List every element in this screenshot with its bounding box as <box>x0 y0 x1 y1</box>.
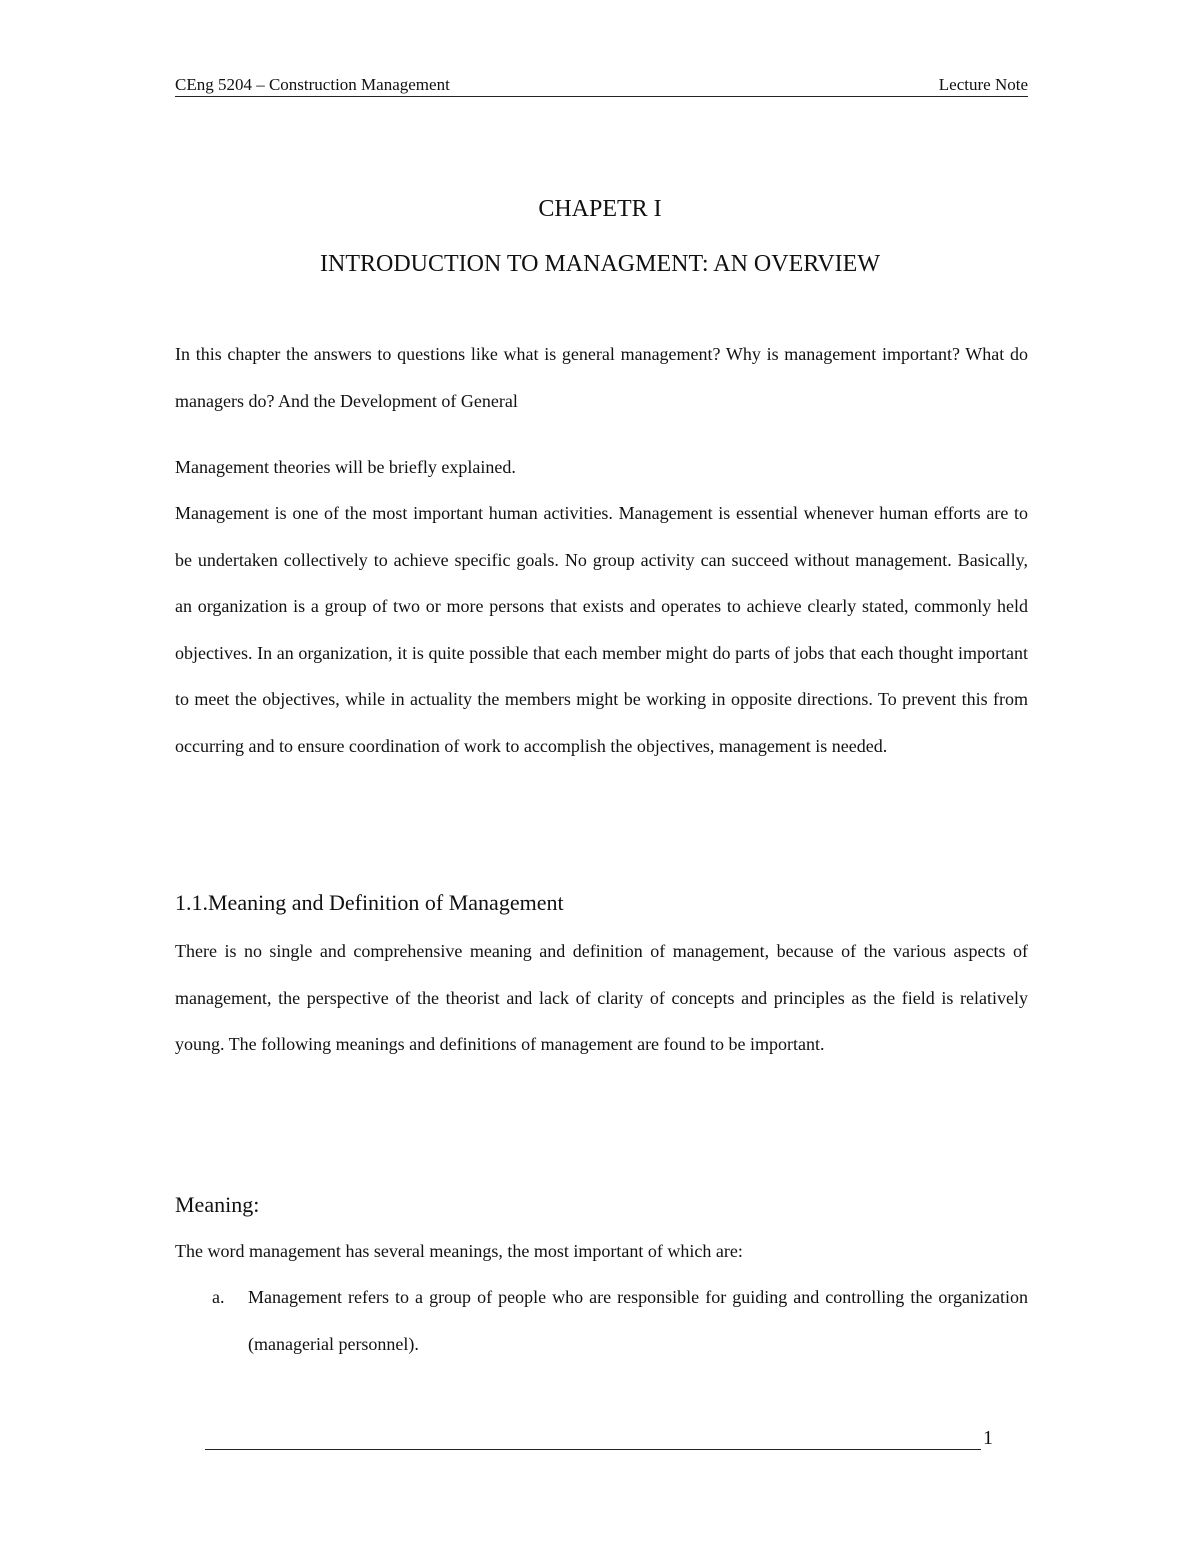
meaning-heading: Meaning: <box>175 1192 260 1217</box>
management-paragraph: Management is one of the most important human activities. Management is essential whenever human efforts are to be undertaken collectively to achieve specific goals. No group activity can succeed without management. Basically, an organization is a group of two or more persons that exists and operates to achieve clearly stated, commonly held objectives. In an organization, it is quite possible that each member might do parts of jobs that each thought important to meet the objectives, while in actuality the members might be working in opposite directions. To prevent this from occurring and to ensure coordination of work to accomplish the objectives, management is needed. <box>175 503 1028 756</box>
footer-rule <box>205 1449 981 1450</box>
course-title: CEng 5204 – Construction Management <box>175 75 450 94</box>
section-heading: 1.1.Meaning and Definition of Management <box>175 890 564 915</box>
header-label: Lecture Note <box>938 75 1028 94</box>
intro-paragraph: In this chapter the answers to questions like what is general management? Why is management important? What do managers do? And the Development of General <box>175 344 1028 411</box>
definition-paragraph: There is no single and comprehensive meaning and definition of management, because of the various aspects of management, the perspective of the theorist and lack of clarity of concepts and principles as the field is relatively young. The following meanings and definitions of management are found to be important. <box>175 941 1028 1055</box>
intro-paragraph-continuation: Management theories will be briefly explained. <box>175 457 516 477</box>
running-header <box>175 74 1028 97</box>
chapter-title: INTRODUCTION TO MANAGMENT: AN OVERVIEW <box>320 251 880 277</box>
chapter-label: CHAPETR I <box>538 196 662 222</box>
list-marker: a. <box>212 1287 225 1307</box>
page-number: 1 <box>983 1427 993 1449</box>
meaning-intro: The word management has several meanings, the most important of which are: <box>175 1241 743 1261</box>
list-item <box>212 1274 1028 1367</box>
list-item-text: Management refers to a group of people who are responsible for guiding and controlling the organization (managerial personnel). <box>248 1287 1028 1354</box>
